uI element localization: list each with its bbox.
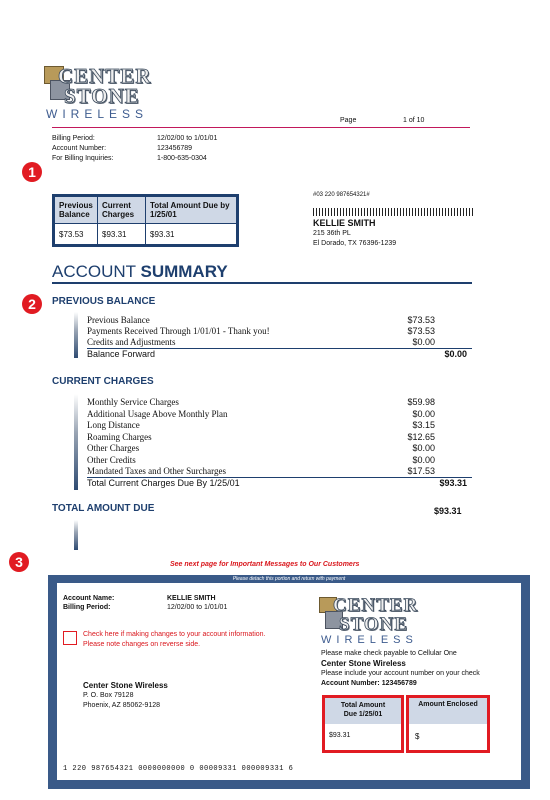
row-label: Balance Forward: [87, 349, 156, 359]
current-charges-bar: [74, 394, 78, 490]
remit-address: [83, 681, 168, 711]
account-number-label: Account Number:: [52, 145, 107, 152]
row-label: Monthly Service Charges: [87, 397, 179, 407]
page-number: 1 of 10: [403, 117, 425, 124]
postal-barcode: [313, 208, 475, 216]
current-charges-heading: CURRENT CHARGES: [52, 376, 154, 387]
coupon-account-name-label: Account Name:: [63, 595, 115, 602]
previous-balance-value: $73.53: [54, 224, 98, 246]
billing-values: [157, 134, 217, 164]
payments-row: [87, 326, 435, 337]
title-light: ACCOUNT: [52, 262, 136, 281]
coupon-account-number: [321, 679, 480, 689]
balance-forward-row: [87, 349, 467, 361]
next-page-notice: See next page for Important Messages to Our Customers: [170, 561, 360, 568]
remit-po-box: P. O. Box 79128: [83, 692, 134, 699]
logo-word-center: CENTER: [58, 64, 152, 88]
remit-city: Phoenix, AZ 85062-9128: [83, 702, 161, 709]
coupon-account-name-value: KELLIE SMITH: [167, 595, 216, 602]
row-label: Total Current Charges Due By 1/25/01: [87, 478, 240, 488]
enclosed-box-value: $: [415, 732, 420, 741]
billing-period-label: Billing Period:: [52, 135, 95, 142]
billing-period-value: 12/02/00 to 1/01/01: [157, 135, 218, 142]
due-box-header: Total Amount Due 1/25/01: [325, 698, 401, 724]
charge-row: [87, 397, 435, 408]
coupon-billing-period-label: Billing Period:: [63, 604, 111, 611]
row-amount: $3.15: [412, 420, 435, 430]
page-label: Page: [340, 117, 357, 124]
coupon-billing-period-value: 12/02/00 to 1/01/01: [167, 604, 228, 611]
charge-row: [87, 409, 435, 420]
title-bold: SUMMARY: [140, 262, 228, 281]
row-label: Other Charges: [87, 443, 140, 453]
total-amount-due-box: [322, 695, 404, 753]
changes-note-line2: Please note changes on reverse side.: [83, 641, 201, 648]
company-logo: [44, 62, 174, 122]
row-label: Roaming Charges: [87, 431, 152, 442]
logo-word-center: CENTER: [333, 595, 419, 616]
row-label: Payments Received Through 1/01/01 - Thank you!: [87, 326, 270, 336]
previous-balance-header: Previous Balance: [54, 196, 98, 224]
billing-inquiries-value: 1-800-635-0304: [157, 155, 207, 162]
account-number-value: 123456789: [157, 145, 193, 152]
due-box-value: $93.31: [329, 732, 351, 739]
previous-balance-bar: [74, 312, 78, 358]
total-due-header: Total Amount Due by 1/25/01: [146, 196, 238, 224]
row-amount: $0.00: [412, 337, 435, 347]
logo-word-stone: STONE: [64, 84, 140, 108]
account-number-value: 123456789: [381, 680, 417, 687]
recipient-city: El Dorado, TX 76396-1239: [313, 240, 397, 247]
logo-word-stone: STONE: [339, 614, 409, 635]
row-amount: $17.53: [407, 466, 435, 476]
row-amount: $0.00: [412, 454, 435, 465]
total-amount-due-value: $93.31: [434, 506, 462, 516]
row-amount: $93.31: [439, 478, 467, 488]
payable-company: Center Stone Wireless: [321, 659, 406, 668]
summary-table: [52, 194, 239, 247]
changes-checkbox[interactable]: [63, 631, 77, 645]
account-summary-title: [52, 262, 228, 282]
billing-inquiries-label: For Billing Inquiries:: [52, 155, 114, 162]
include-account-line: Please include your account number on your check: [321, 670, 480, 677]
total-amount-due-label: TOTAL AMOUNT DUE: [52, 503, 155, 514]
row-amount: $12.65: [407, 431, 435, 442]
row-label: Additional Usage Above Monthly Plan: [87, 408, 228, 419]
payment-instructions: [321, 649, 480, 689]
billing-info: [52, 134, 113, 164]
account-number-label: Account Number:: [321, 680, 380, 687]
row-label: Long Distance: [87, 420, 140, 430]
total-due-bar: [74, 520, 78, 550]
changes-note-line1: Check here if making changes to your account information.: [83, 631, 266, 638]
recipient-name: KELLIE SMITH: [313, 218, 376, 228]
charge-row: [87, 432, 435, 443]
header-rule: [52, 127, 470, 128]
payment-coupon: [48, 575, 530, 789]
total-current-charges-row: [87, 478, 467, 490]
enclosed-box-header: Amount Enclosed: [409, 698, 487, 724]
row-label: Previous Balance: [87, 315, 150, 325]
row-amount: $73.53: [407, 315, 435, 325]
row-label: Other Credits: [87, 454, 136, 465]
row-amount: $73.53: [407, 326, 435, 336]
row-amount: $0.00: [412, 443, 435, 453]
previous-balance-heading: PREVIOUS BALANCE: [52, 296, 156, 307]
logo-word-wireless: WIRELESS: [321, 634, 418, 646]
step-marker-1: 1: [22, 162, 42, 182]
recipient-street: 215 36th PL: [313, 230, 351, 237]
payable-line: Please make check payable to Cellular One: [321, 650, 457, 657]
current-charges-header: Current Charges: [98, 196, 146, 224]
barcode-text: #03 220 987654321#: [313, 192, 370, 198]
micr-scan-line: 1 220 987654321 0000000000 0 00009331 000009331 6: [63, 765, 294, 773]
summary-rule: [52, 282, 472, 284]
total-due-value: $93.31: [146, 224, 238, 246]
step-marker-2: 2: [22, 294, 42, 314]
logo-word-wireless: WIRELESS: [46, 107, 149, 121]
detach-instruction: Please detach this portion and return with payment: [232, 576, 346, 582]
row-label: Mandated Taxes and Other Surcharges: [87, 466, 226, 476]
charge-row: [87, 420, 435, 431]
previous-balance-row: [87, 315, 435, 326]
credits-row: [87, 337, 435, 348]
remit-name: Center Stone Wireless: [83, 681, 168, 690]
row-amount: $59.98: [407, 397, 435, 407]
row-amount: $0.00: [444, 349, 467, 359]
current-charges-value: $93.31: [98, 224, 146, 246]
amount-enclosed-box[interactable]: [406, 695, 490, 753]
charge-row: [87, 443, 435, 454]
step-marker-3: 3: [9, 552, 29, 572]
coupon-company-logo: [319, 593, 449, 651]
changes-note: [83, 630, 266, 650]
row-amount: $0.00: [412, 408, 435, 419]
charge-row: [87, 455, 435, 466]
charge-row: [87, 466, 435, 477]
row-label: Credits and Adjustments: [87, 337, 176, 347]
